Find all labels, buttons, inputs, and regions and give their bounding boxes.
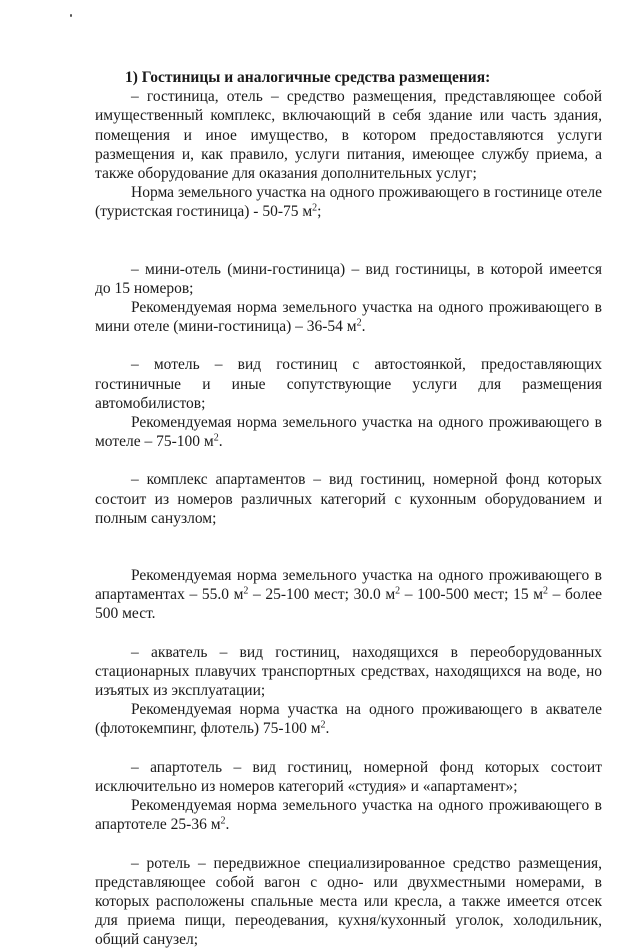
paragraph-rotel: – ротель – передвижное специализированное средство размещения, представляющее собой вагон с одно- или двухместными номерами, в которых расположены спальные места или кресла, а также имеется отсек для приема пищи, переодевания, кухня/кухонный уголок, холодильник, общий санузел; xyxy=(95,854,602,949)
paragraph-aquatel: – акватель – вид гостиниц, находящихся в переоборудованных стационарных плавучих транспортных средствах, находящихся на воде, но изъятых из эксплуатации; xyxy=(95,643,602,700)
document-body xyxy=(95,68,602,950)
section-heading: 1) Гостиницы и аналогичные средства размещения: xyxy=(125,69,491,86)
scan-speck xyxy=(70,14,72,17)
paragraph-mini-hotel-norm: Рекомендуемая норма земельного участка на одного проживающего в мини отеле (мини-гостиница) – 36-54 $м^2$. xyxy=(95,299,602,336)
paragraph-motel: – мотель – вид гостиниц с автостоянкой, предоставляющих гостиничные и иные сопутствующие услуги для размещения автомобилистов; xyxy=(95,356,602,412)
paragraph-aparthotel: – апартотель – вид гостиниц, номерной фонд которых состоит исключительно из номеров категорий «студия» и «апартамент»; xyxy=(95,758,602,795)
paragraph-aquatel-norm: Рекомендуемая норма участка на одного проживающего в аквателе (флотокемпинг, флотель) 75-100 $м^2$. xyxy=(95,701,602,738)
paragraph-hotel: – гостиница, отель – средство размещения, представляющее собой имущественный комплекс, включающий в себя здание или часть здания, помещения и иное имущество, в котором предоставляются услуги размещения и, как правило, услуги питания, имеющее службу приема, а также оборудование для оказания дополнительных услуг; xyxy=(95,88,602,183)
paragraph-apartments-norm: Рекомендуемая норма земельного участка на одного проживающего в апартаментах – 55.0 $м^2 - 25-100$ мест; 30.0 $м^2 - 100-500$ мест; 15 $м^2$ – более 500 мест. xyxy=(95,567,602,623)
paragraph-aparthotel-norm: Рекомендуемая норма земельного участка на одного проживающего в апартотеле 25-36 $м^2$. xyxy=(95,797,602,834)
paragraph-mini-hotel: – мини-отель (мини-гостиница) – вид гостиницы, в которой имеется до 15 номеров; xyxy=(95,260,602,297)
paragraph-hotel-norm: Норма земельного участка на одного проживающего в гостинице отеле (туристская гостиница) - 50-75 $м^2$; xyxy=(95,184,602,221)
paragraph-apartments: – комплекс апартаментов – вид гостиниц, номерной фонд которых состоит из номеров различных категорий с кухонным оборудованием и полным санузлом; xyxy=(95,471,602,527)
paragraph-motel-norm: Рекомендуемая норма земельного участка на одного проживающего в мотеле – 75-100 $м^2$. xyxy=(95,414,602,451)
